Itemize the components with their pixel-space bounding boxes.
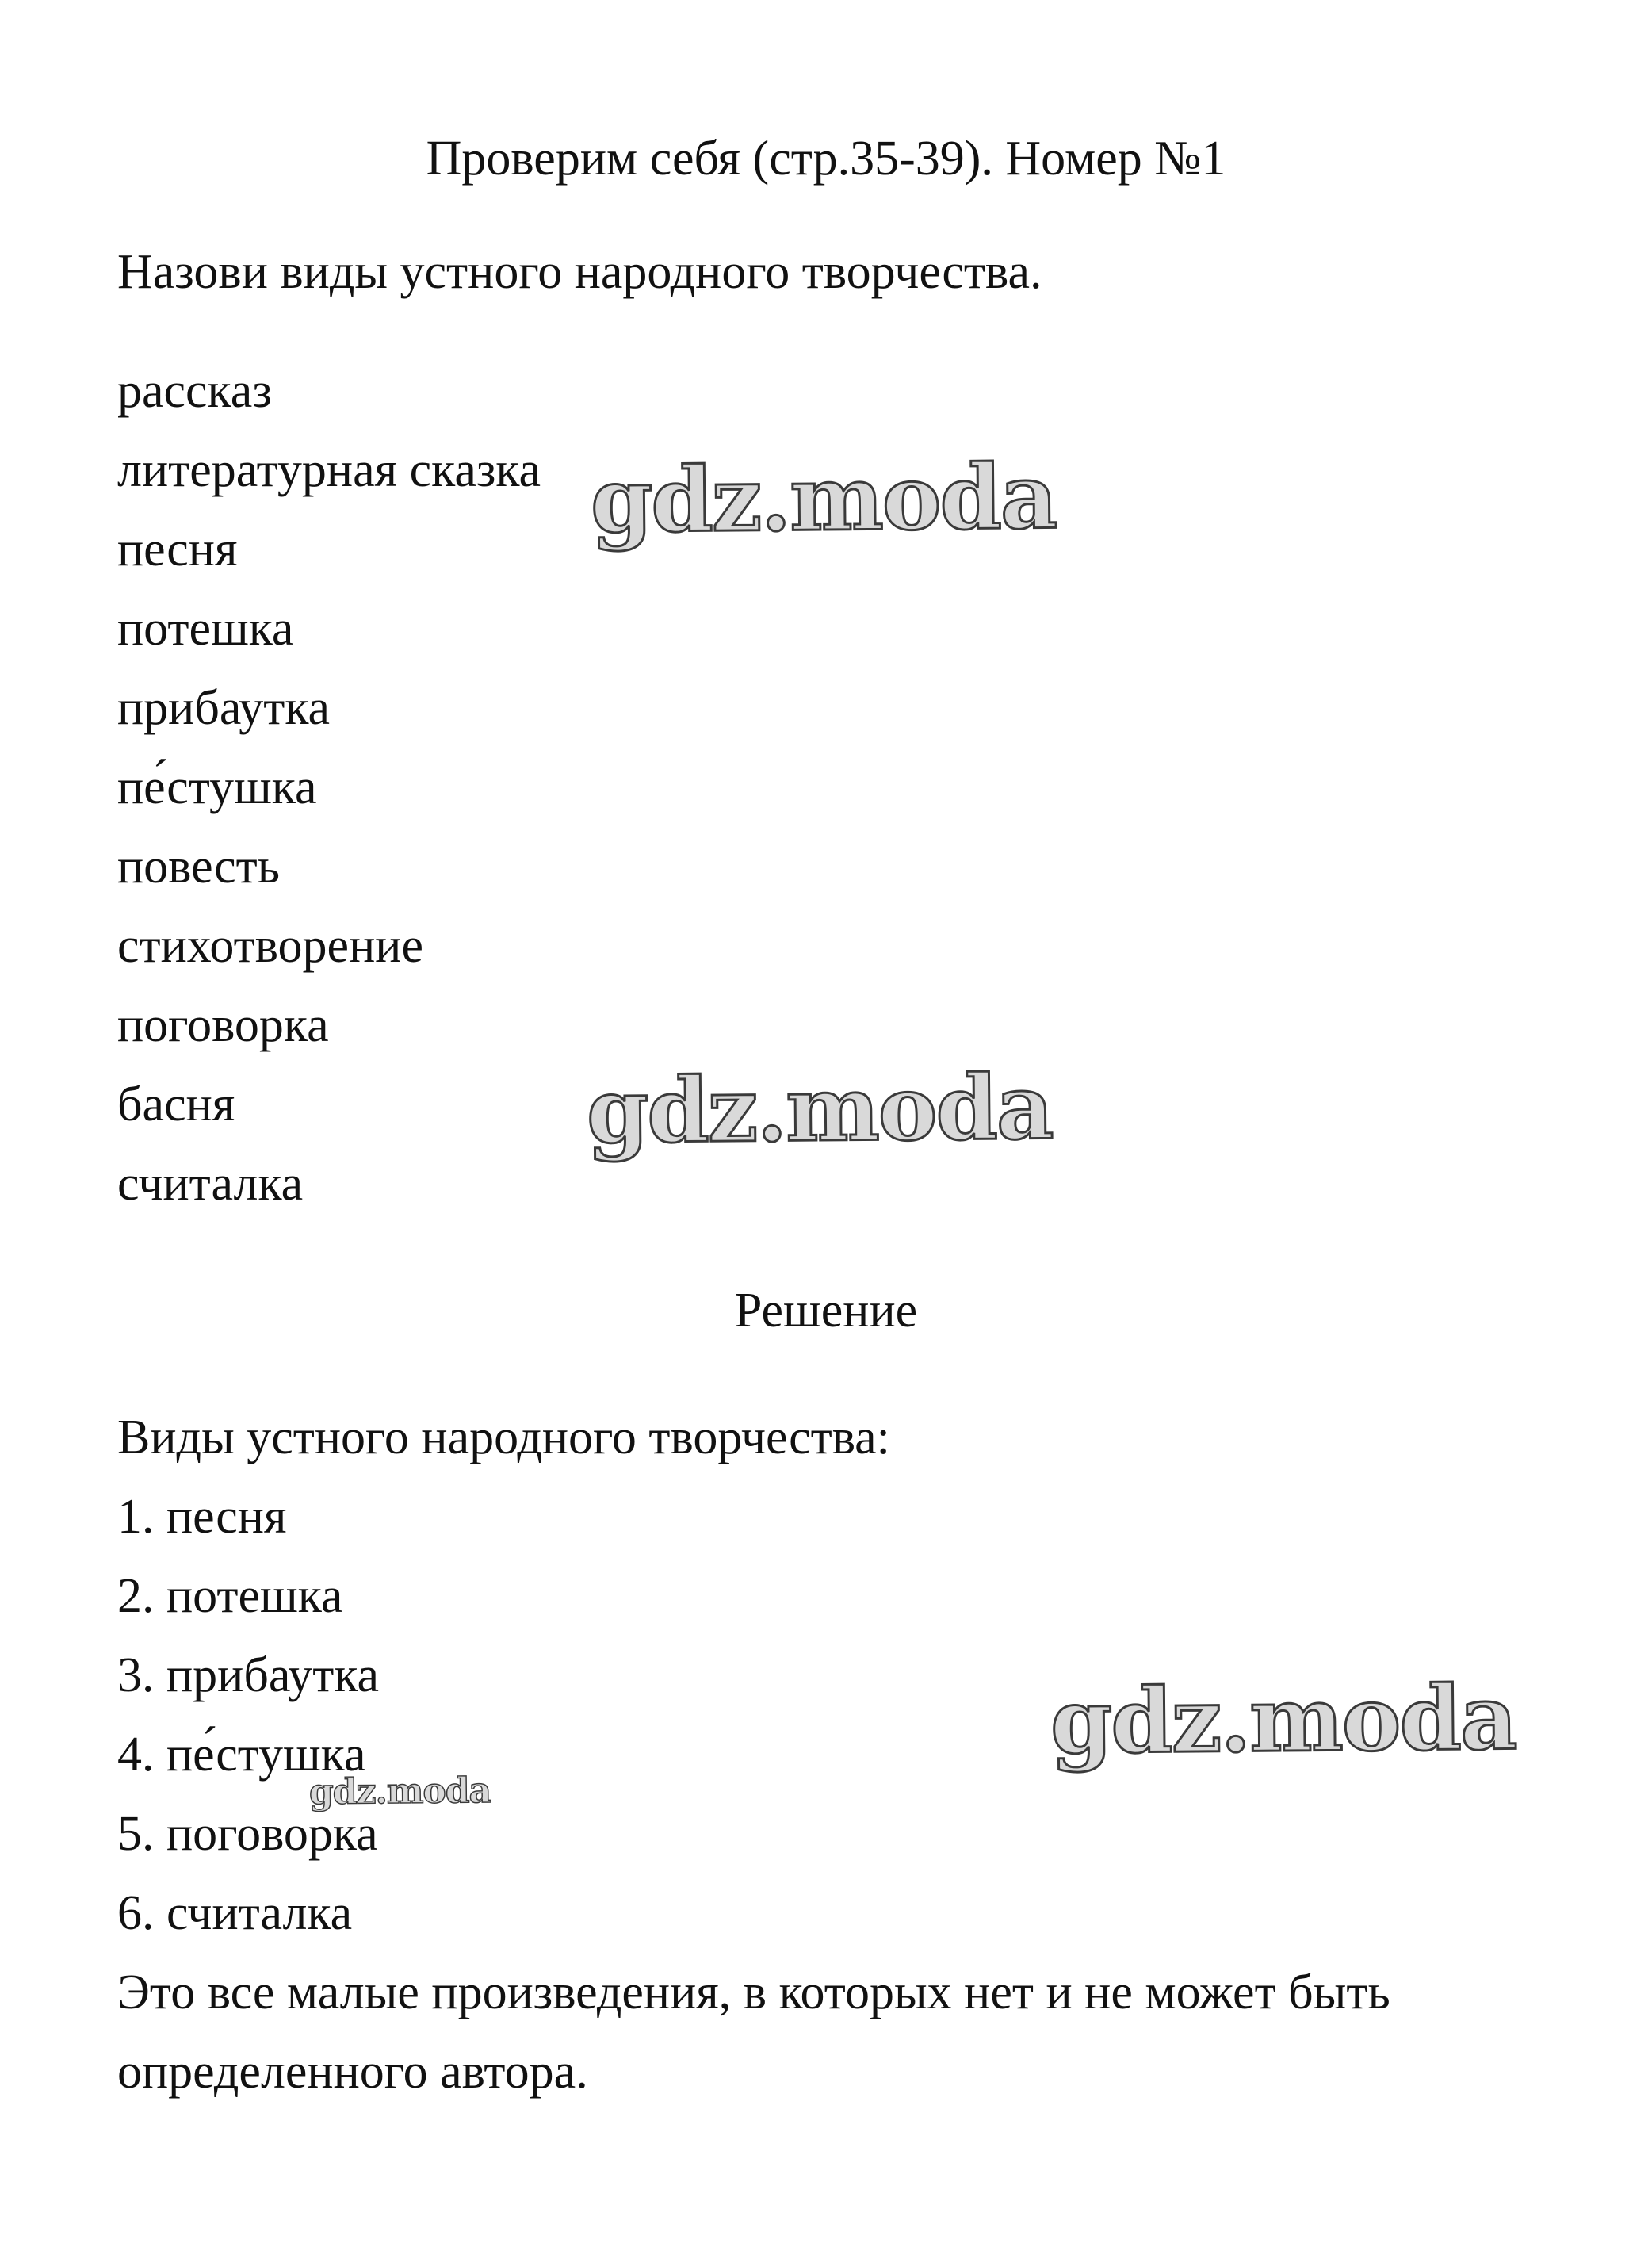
list-item: рассказ xyxy=(117,364,272,418)
watermark-logo: gdz.moda xyxy=(308,1770,491,1812)
solution-heading: Решение xyxy=(734,1284,918,1338)
answer-item: 3. прибаутка xyxy=(117,1648,380,1702)
watermark-logo: gdz.moda xyxy=(586,1055,1053,1164)
answer-item: 1. песня xyxy=(117,1490,287,1544)
page-title: Проверим себя (стр.35-39). Номер №1 xyxy=(426,132,1226,186)
list-item: повесть xyxy=(117,840,281,894)
list-item: поговорка xyxy=(117,998,329,1052)
list-item: считалка xyxy=(117,1157,304,1211)
answer-item: 4. пе́стушка xyxy=(117,1728,366,1782)
list-item: песня xyxy=(117,522,238,576)
conclusion-line: Это все малые произведения, в которых нет и не может быть xyxy=(117,1966,1390,2019)
conclusion-text xyxy=(117,1953,1544,2111)
options-list xyxy=(117,351,541,1223)
answers-list xyxy=(117,1477,379,1953)
list-item: потешка xyxy=(117,602,294,656)
question-text: Назови виды устного народного творчества. xyxy=(117,245,1042,299)
list-item: литературная сказка xyxy=(117,443,541,497)
list-item: пе́стушка xyxy=(117,760,317,814)
answer-item: 2. потешка xyxy=(117,1569,343,1623)
answer-item: 5. поговорка xyxy=(117,1807,378,1861)
list-item: прибаутка xyxy=(117,681,331,735)
conclusion-line: определенного автора. xyxy=(117,2045,588,2099)
list-item: стихотворение xyxy=(117,919,423,973)
watermark-logo: gdz.moda xyxy=(590,445,1057,553)
answer-item: 6. считалка xyxy=(117,1886,353,1940)
watermark-logo: gdz.moda xyxy=(1050,1666,1516,1774)
answer-intro: Виды устного народного творчества: xyxy=(117,1411,890,1464)
list-item: басня xyxy=(117,1077,235,1131)
